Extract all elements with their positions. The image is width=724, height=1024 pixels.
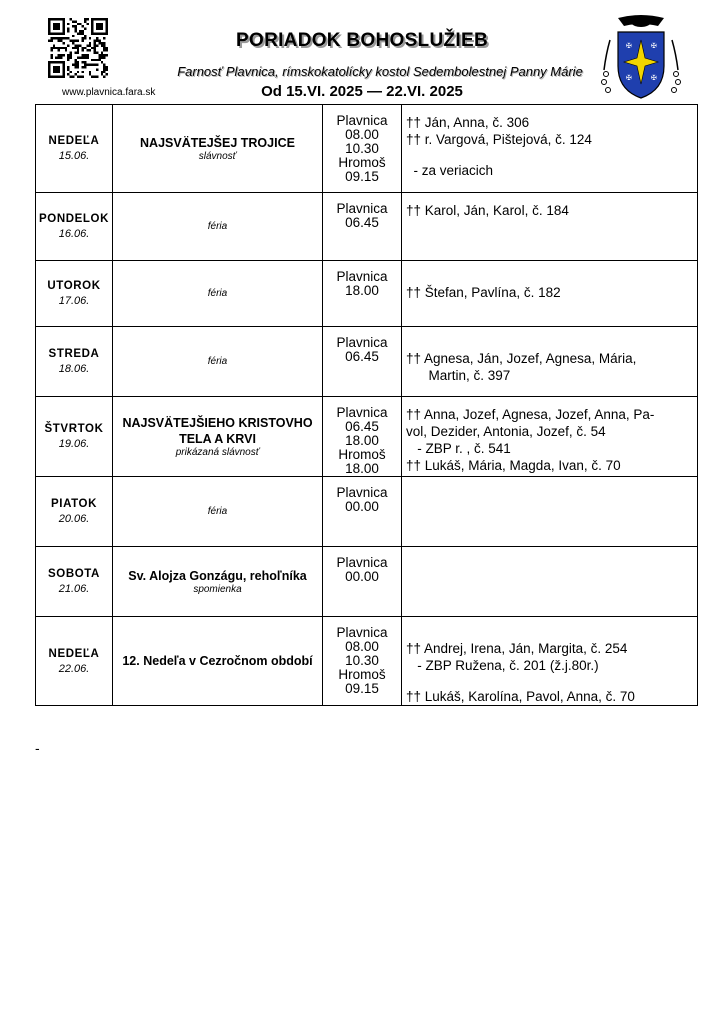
day-cell xyxy=(36,261,113,327)
coat-of-arms-icon xyxy=(596,14,686,100)
intention-cell xyxy=(402,547,698,617)
time-entry: Plavnica xyxy=(336,269,388,284)
schedule-row xyxy=(36,547,698,617)
day-cell xyxy=(36,477,113,547)
svg-text:✠: ✠ xyxy=(651,42,657,50)
day-name: UTOROK xyxy=(47,280,101,292)
feast-cell xyxy=(113,397,323,477)
schedule-table xyxy=(35,104,698,706)
svg-text:✠: ✠ xyxy=(626,74,632,82)
day-name: PONDELOK xyxy=(39,213,109,225)
intention-line: †† Štefan, Pavlína, č. 182 xyxy=(406,285,561,300)
intention-line: - za veriacich xyxy=(406,163,494,178)
time-entry: Plavnica xyxy=(336,113,388,128)
intention-line: †† Lukáš, Karolína, Pavol, Anna, č. 70 xyxy=(406,689,635,704)
intention-line: †† Ján, Anna, č. 306 xyxy=(406,115,530,130)
day-name: ŠTVRTOK xyxy=(44,423,104,435)
day-name: STREDA xyxy=(48,348,100,360)
schedule-row xyxy=(36,105,698,193)
intention-cell xyxy=(402,105,698,193)
time-entry: 18.00 xyxy=(345,433,379,448)
intention-cell xyxy=(402,617,698,706)
intention-line: †† r. Vargová, Pištejová, č. 124 xyxy=(406,132,592,147)
feast-name: 12. Nedeľa v Cezročnom období xyxy=(122,654,313,668)
time-entry: 18.00 xyxy=(345,283,379,298)
time-entry: Plavnica xyxy=(336,485,388,500)
feast-cell xyxy=(113,547,323,617)
day-date: 19.06. xyxy=(58,438,90,450)
feast-rank: spomienka xyxy=(193,584,242,595)
day-date: 21.06. xyxy=(58,583,90,595)
time-cell xyxy=(323,327,402,397)
intention-line xyxy=(406,270,693,284)
feast-cell xyxy=(113,327,323,397)
day-date: 22.06. xyxy=(58,662,90,675)
svg-text:✠: ✠ xyxy=(651,74,657,82)
day-cell xyxy=(36,397,113,477)
time-entry: 06.45 xyxy=(345,215,379,230)
schedule-row xyxy=(36,477,698,547)
intention-line: †† Anna, Jozef, Agnesa, Jozef, Anna, Pa- xyxy=(406,407,655,422)
day-name: SOBOTA xyxy=(48,568,100,580)
intention-line: †† Lukáš, Mária, Magda, Ivan, č. 70 xyxy=(406,458,621,473)
time-cell xyxy=(323,193,402,261)
intention-line xyxy=(406,626,693,640)
website-url[interactable]: www.plavnica.fara.sk xyxy=(62,87,156,98)
feast-cell xyxy=(113,477,323,547)
feast-rank: féria xyxy=(207,506,228,517)
intention-line: vol, Dezider, Antonia, Jozef, č. 54 xyxy=(406,424,606,439)
time-cell xyxy=(323,617,402,706)
schedule-row xyxy=(36,617,698,706)
feast-cell xyxy=(113,193,323,261)
footer-dash: - xyxy=(35,740,40,756)
day-date: 18.06. xyxy=(58,363,90,375)
intention-line: Martin, č. 397 xyxy=(406,368,511,383)
day-cell xyxy=(36,547,113,617)
intention-line xyxy=(406,674,693,688)
time-entry: 18.00 xyxy=(345,461,379,476)
day-name: PIATOK xyxy=(51,498,97,510)
time-entry: Hromoš xyxy=(338,447,386,462)
time-entry: Hromoš xyxy=(338,155,386,170)
day-name: NEDEĽA xyxy=(48,647,100,660)
page-title: PORIADOK BOHOSLUŽIEB xyxy=(236,30,488,51)
intention-cell xyxy=(402,477,698,547)
feast-rank: féria xyxy=(207,221,228,232)
time-cell xyxy=(323,547,402,617)
time-entry: 10.30 xyxy=(345,141,379,156)
intention-line: †† Agnesa, Ján, Jozef, Agnesa, Mária, xyxy=(406,351,637,366)
day-cell xyxy=(36,327,113,397)
time-entry: 09.15 xyxy=(345,169,379,184)
intention-line xyxy=(406,336,693,350)
time-entry: 00.00 xyxy=(345,499,379,514)
intention-line xyxy=(406,148,693,162)
schedule-row xyxy=(36,193,698,261)
day-date: 17.06. xyxy=(58,295,90,307)
time-cell xyxy=(323,261,402,327)
feast-rank: slávnosť xyxy=(198,151,237,162)
time-entry: 06.45 xyxy=(345,349,379,364)
date-range: Od 15.VI. 2025 — 22.VI. 2025 xyxy=(261,83,463,100)
feast-cell xyxy=(113,105,323,193)
time-entry: Hromoš xyxy=(338,667,386,682)
intention-cell xyxy=(402,193,698,261)
parish-subtitle: Farnosť Plavnica, rímskokatolícky kostol Sedembolestnej Panny Márie xyxy=(177,64,583,79)
time-entry: 00.00 xyxy=(345,569,379,584)
schedule-row xyxy=(36,261,698,327)
time-entry: Plavnica xyxy=(336,625,388,640)
time-entry: Plavnica xyxy=(336,335,388,350)
feast-name: NAJSVÄTEJŠEJ TROJICE xyxy=(140,136,295,150)
time-entry: Plavnica xyxy=(336,555,388,570)
intention-cell xyxy=(402,261,698,327)
day-cell xyxy=(36,193,113,261)
time-cell xyxy=(323,397,402,477)
intention-line: - ZBP r. , č. 541 xyxy=(406,441,511,456)
intention-cell xyxy=(402,397,698,477)
time-entry: 06.45 xyxy=(345,419,379,434)
day-cell xyxy=(36,617,113,706)
intention-line: - ZBP Ružena, č. 201 (ž.j.80r.) xyxy=(406,658,599,673)
intention-line: †† Karol, Ján, Karol, č. 184 xyxy=(406,203,569,218)
time-entry: Plavnica xyxy=(336,405,388,420)
time-entry: 08.00 xyxy=(345,127,379,142)
intention-line: †† Andrej, Irena, Ján, Margita, č. 254 xyxy=(406,641,628,656)
time-cell xyxy=(323,105,402,193)
time-entry: 08.00 xyxy=(345,639,379,654)
day-date: 20.06. xyxy=(58,513,90,525)
intention-cell xyxy=(402,327,698,397)
time-entry: Plavnica xyxy=(336,201,388,216)
feast-name: Sv. Alojza Gonzágu, rehoľníka xyxy=(128,569,307,583)
schedule-row xyxy=(36,397,698,477)
feast-cell xyxy=(113,617,323,706)
day-date: 15.06. xyxy=(58,150,90,162)
feast-name: NAJSVÄTEJŠIEHO KRISTOVHO TELA A KRVI xyxy=(122,416,313,446)
time-cell xyxy=(323,477,402,547)
svg-text:✠: ✠ xyxy=(626,42,632,50)
feast-rank: féria xyxy=(207,288,228,299)
time-entry: 09.15 xyxy=(345,681,379,696)
schedule-row xyxy=(36,327,698,397)
day-name: NEDEĽA xyxy=(48,135,100,147)
feast-rank: féria xyxy=(207,356,228,367)
day-cell xyxy=(36,105,113,193)
day-date: 16.06. xyxy=(58,228,90,240)
feast-cell xyxy=(113,261,323,327)
time-entry: 10.30 xyxy=(345,653,379,668)
feast-rank: prikázaná slávnosť xyxy=(175,447,260,458)
